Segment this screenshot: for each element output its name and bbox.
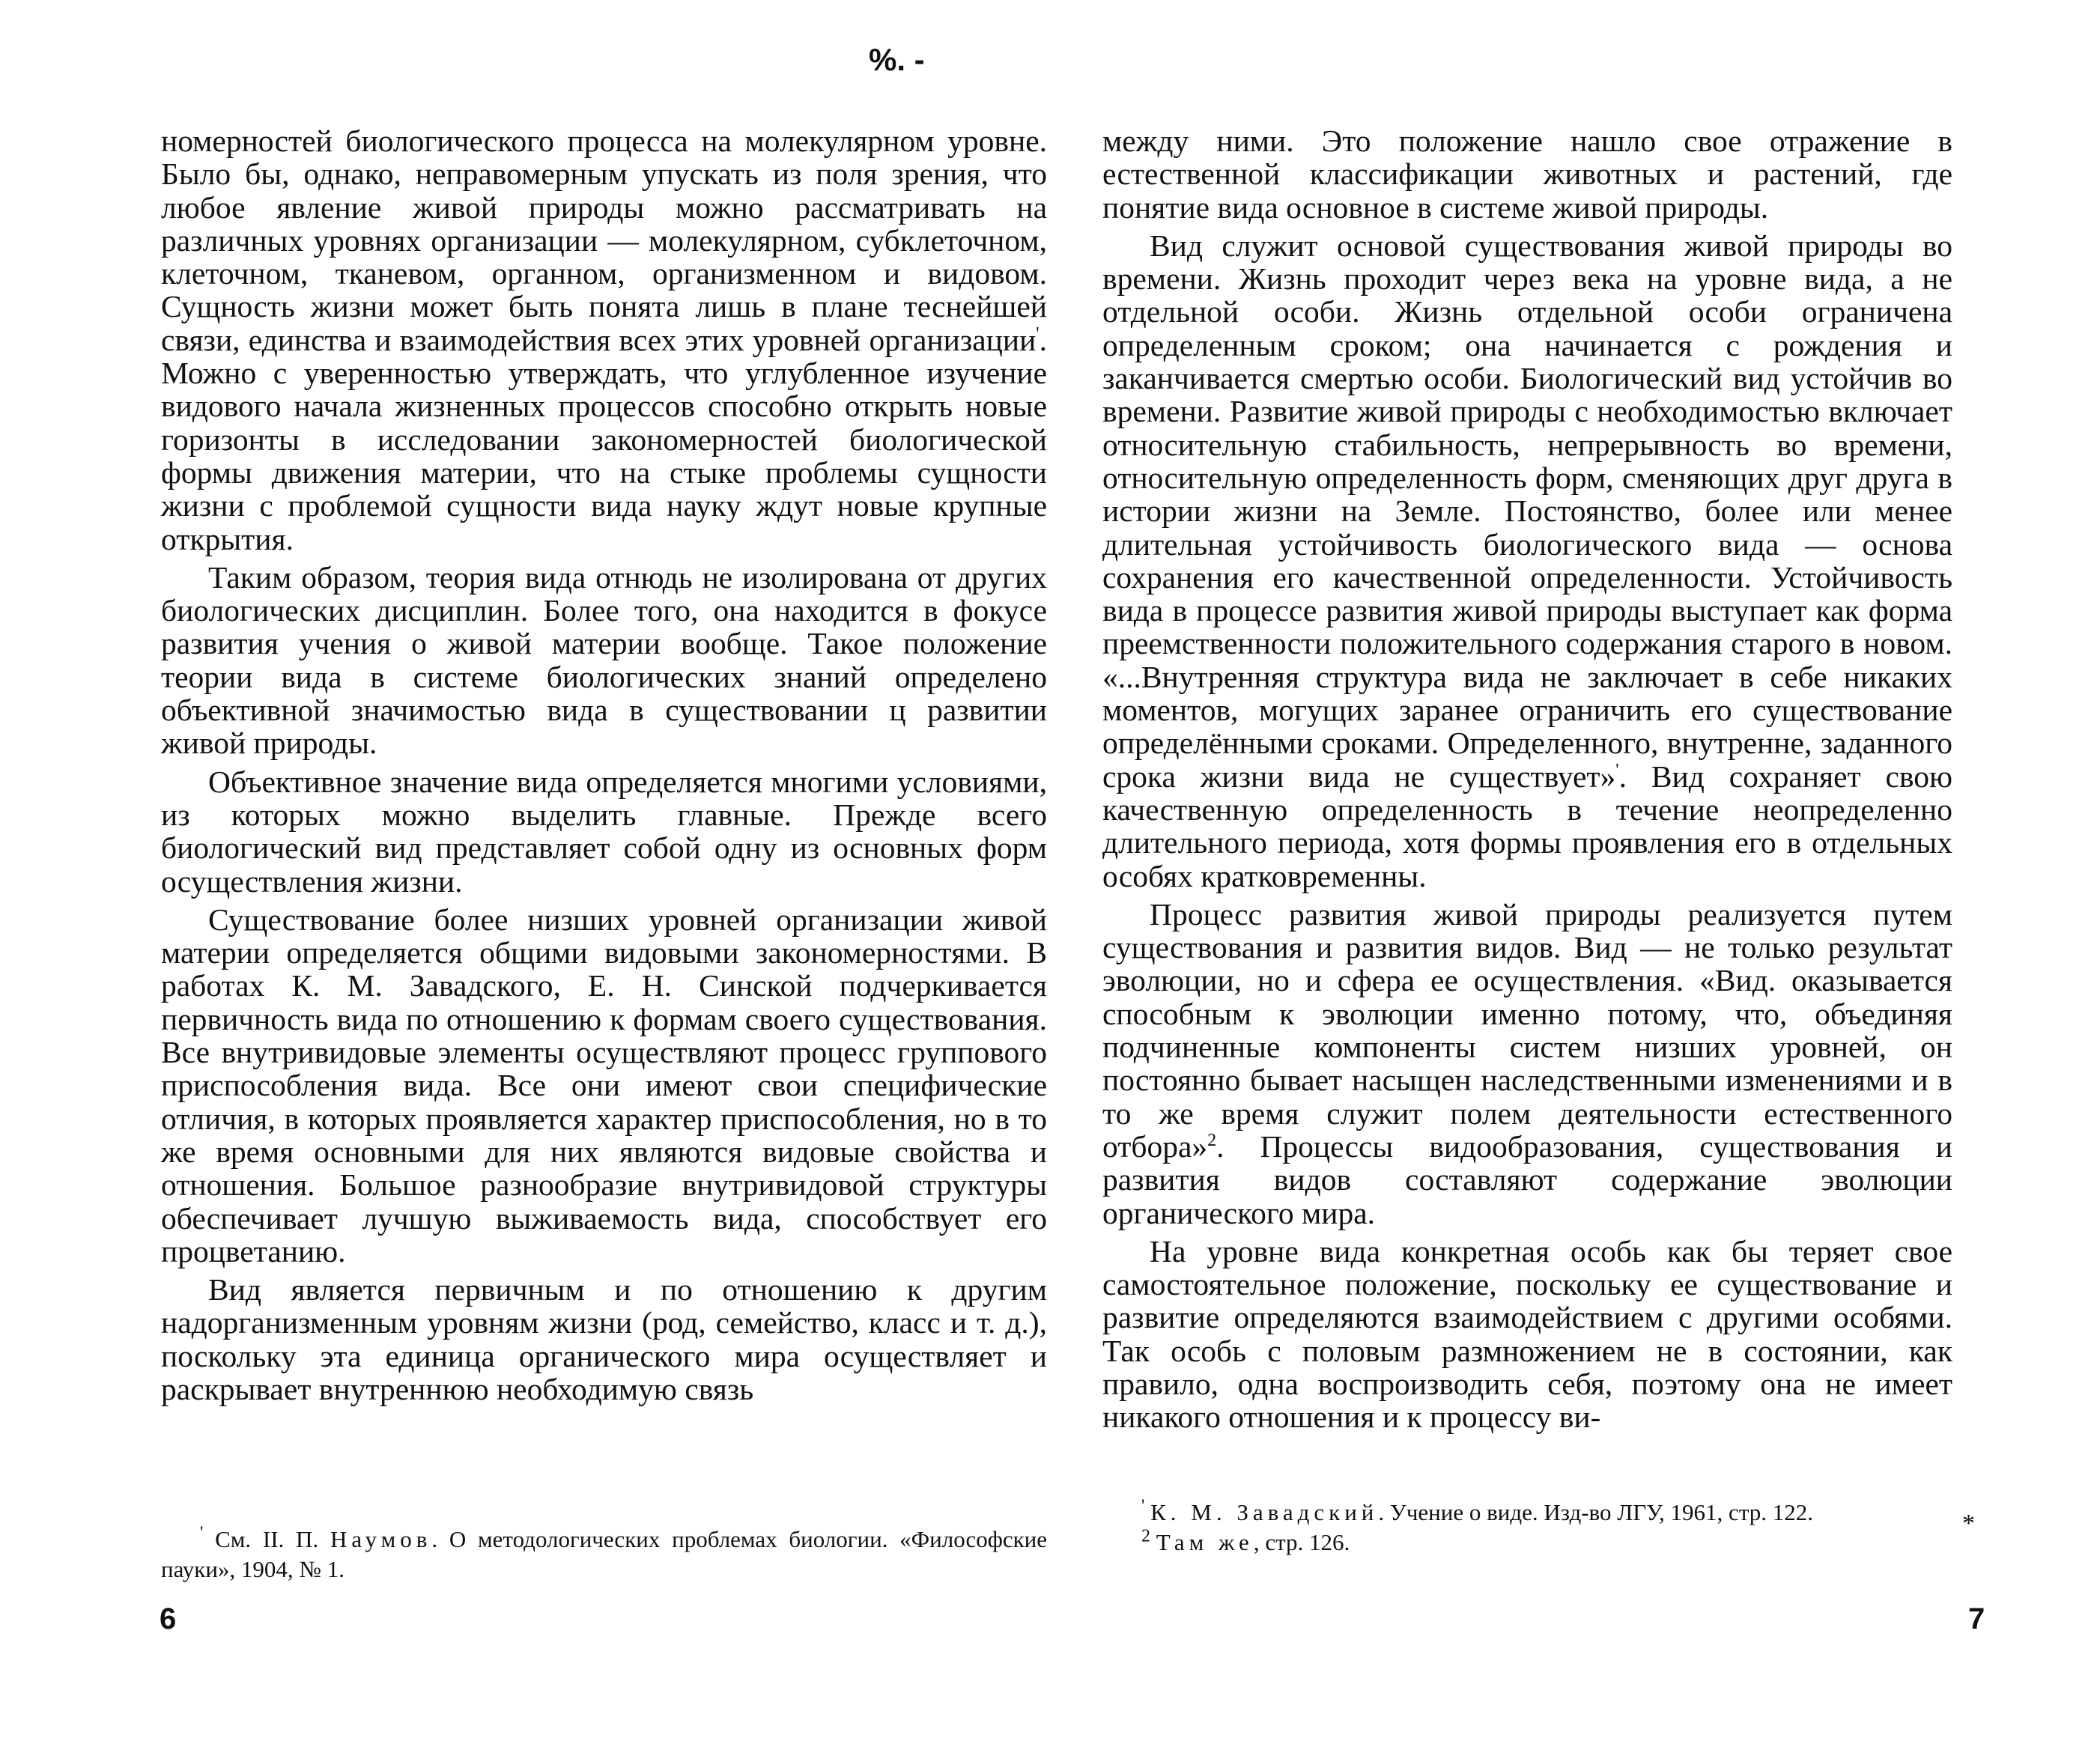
left-text-column <box>161 124 1047 1411</box>
right-footnote-2: $^2$ Там же, стр. 126. <box>1141 1526 1350 1555</box>
stray-mark: * <box>1962 1510 1975 1537</box>
footnote-author: К. М. Завадский <box>1150 1499 1379 1525</box>
right-paragraph-2: Вид служит основой существования живой природы во времени. Жизнь проходит через века на уровне вида, а не отдельной особи. Жизнь отдельной особи ограничена определенным сроком; она начинается с рождения и заканчивается смертью особи. Биологический вид устойчив во времени. Развитие живой природы с необходимостью включает относительную стабильность, непрерывность во времени, относительную определенность форм, сменяющих друг друга в истории жизни на Земле. Постоянство, более или менее длительная устойчивость биологического вида — основа сохранения его качественной определенности. Устойчивость вида в процессе развития живой природы выступает как форма преемственности положительного содержания старого в новом. «...Внутренняя структура вида не заключает в себе никаких моментов, могущих заранее ограничить его существование определёнными сроками. Определенного, внутренне, заданного срока жизни вида не существует»'. Вид сохраняет свою качественную определенность в течение неопределенно длительного периода, хотя формы проявления его в отдельных особях кратковременны. <box>1102 228 1952 893</box>
left-paragraph-4: Существование более низших уровней организации живой материи определяется общими видовыми закономерностями. В работах К. М. Завадского, Е. Н. Синской подчеркивается первичность вида по отношению к формам своего существования. Все внутривидовые элементы осуществляют процесс группового приспособления вида. Все они имеют свои специфические отличия, в которых проявляется характер приспособления, но в то же время основными для них являются видовые свойства и отношения. Большое разнообразие внутривидовой структуры обеспечивает лучшую выживаемость вида, способствует его процветанию. <box>161 902 1047 1268</box>
footnote-author: Там же <box>1156 1529 1254 1555</box>
left-paragraph-2: Таким образом, теория вида отнюдь не изолирована от других биологических дисциплин. Более того, она находится в фокусе развития учения о живой материи вообще. Такое положение теории вида в системе биологических знаний определено объективной значимостью вида в существовании ц развитии живой природы. <box>161 559 1047 761</box>
page-number-right: 7 <box>1968 1602 1985 1635</box>
footnote-ref: ' <box>1615 760 1619 780</box>
right-footnotes <box>1102 1498 1952 1558</box>
footnote-author: Наумов <box>330 1526 432 1552</box>
page-number-left: 6 <box>160 1602 177 1635</box>
right-footnote-1: ' К. М. Завадский. Учение о виде. Изд-во ЛГУ, 1961, стр. 122. <box>1141 1496 1813 1525</box>
right-paragraph-4: На уровне вида конкретная особь как бы теряет свое самостоятельное положение, поскольку ее существование и развитие определяются взаимодействием с другими особями. Так особь с половым размножением не в состоянии, как правило, одна воспроизводить себя, поэтому она не имеет никакого отношения и к процессу ви- <box>1102 1233 1952 1435</box>
right-paragraph-1: между ними. Это положение нашло свое отражение в естественной классификации животных и растений, где понятие вида основное в системе живой природы. <box>1102 124 1952 225</box>
right-page <box>1050 0 2100 1741</box>
left-paragraph-1: номерностей биологического процесса на молекулярном уровне. Было бы, однако, неправомерным упускать из поля зрения, что любое явление живой природы можно рассматривать на различных уровнях организации — молекулярном, субклеточном, клеточном, тканевом, органном, организменном и видовом. Сущность жизни может быть понята лишь в плане теснейшей связи, единства и взаимодействия всех этих уровней организации'. Можно с уверенностью утверждать, что углубленное изучение видового начала жизненных процессов способно открыть новые горизонты в исследовании закономерностей биологической формы движения материи, что на стыке проблемы сущности жизни с проблемой сущности вида науку ждут новые крупные открытия. <box>161 124 1047 556</box>
right-text-column <box>1102 124 1952 1439</box>
footnote-ref: ' <box>1036 323 1040 344</box>
left-footnote-1: ' См. II. П. Наумов. О методологических проблемах биологии. «Философские пауки», 1904, № 1. <box>161 1523 1048 1582</box>
left-footnotes <box>161 1525 1047 1584</box>
left-paragraph-3: Объективное значение вида определяется многими условиями, из которых можно выделить главные. Прежде всего биологический вид представляет собой одну из основных форм осуществления жизни. <box>161 764 1047 899</box>
page-header-mark: %. - <box>869 42 925 77</box>
left-paragraph-5: Вид является первичным и по отношению к другим надорганизменным уровням жизни (род, семейство, класс и т. д.), поскольку эта единица органического мира осуществляет и раскрывает внутреннюю необходимую связь <box>161 1272 1047 1406</box>
footnote-ref: 2 <box>1207 1131 1217 1151</box>
right-paragraph-3: Процесс развития живой природы реализуется путем существования и развития видов. Вид — не только результат эволюции, но и сфера ее осуществления. «Вид. оказывается способным к эволюции именно потому, что, объединяя подчиненные компоненты систем низших уровней, он постоянно бывает насыщен наследственными изменениями и в то же время служит полем деятельности естественного отбора»$^2$. Процессы видообразования, существования и развития видов составляют содержание эволюции органического мира. <box>1102 896 1952 1230</box>
